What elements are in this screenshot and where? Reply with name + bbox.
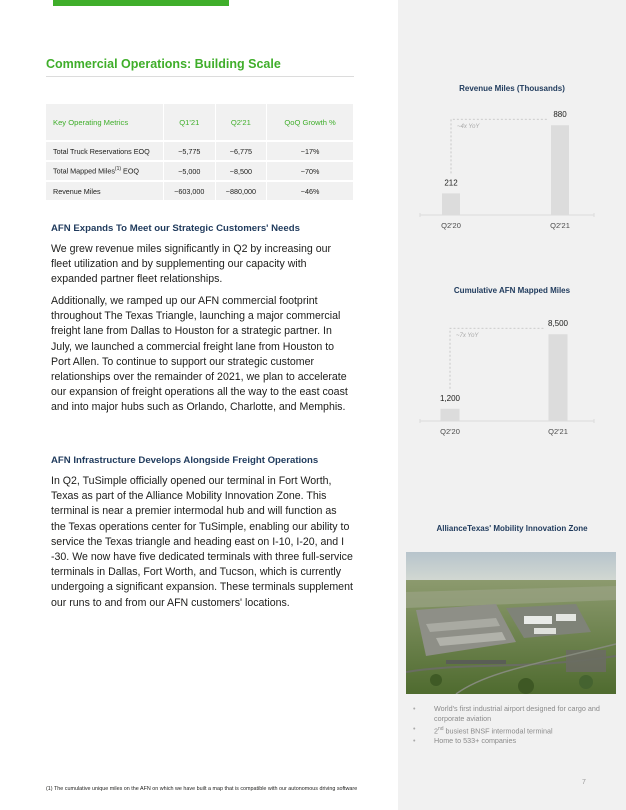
cell-growth: ~17% [267, 140, 354, 160]
aerial-photo-image [406, 552, 616, 694]
growth-annotation: ~7x YoY [456, 333, 479, 340]
table-row [46, 140, 354, 160]
revenue-miles-chart [398, 100, 626, 240]
paragraph: We grew revenue miles significantly in Q2 by increasing our fleet utilization and by supplementing our capacity with expanded partner fleet relationships. [51, 243, 332, 286]
header-growth: QoQ Growth % [267, 104, 354, 140]
category-label-q2-21: Q2'21 [548, 427, 568, 436]
title-divider [46, 76, 354, 77]
cell-q1: ~5,000 [164, 160, 216, 180]
cell-metric: Total Truck Reservations EOQ [46, 140, 164, 160]
header-q1: Q1'21 [164, 104, 216, 140]
header-q2: Q2'21 [216, 104, 268, 140]
list-item: • Home to 533+ companies [413, 736, 613, 746]
cell-growth: ~46% [267, 180, 354, 200]
bar-q2-20 [441, 409, 460, 421]
bar-q2-20 [442, 193, 460, 215]
page-title: Commercial Operations: Building Scale [46, 57, 281, 71]
chart-title-revenue-miles: Revenue Miles (Thousands) [459, 84, 565, 93]
cell-q1: ~5,775 [164, 140, 216, 160]
chart-title-mapped-miles: Cumulative AFN Mapped Miles [453, 286, 571, 295]
photo-title: AllianceTexas' Mobility Innovation Zone [436, 524, 588, 533]
cell-q2: ~6,775 [216, 140, 268, 160]
photo-bullet-list [413, 704, 613, 746]
data-label-q2-21: 8,500 [547, 319, 569, 329]
page-number: 7 [582, 779, 586, 786]
mapped-miles-chart [398, 304, 626, 444]
section-heading-afn-expands: AFN Expands To Meet our Strategic Customers' Needs [51, 223, 300, 234]
paragraph: Additionally, we ramped up our AFN commercial footprint throughout The Texas Triangle, launching a major commercial freight lane from Dallas to Houston for a strategic partner. In July, we launched a commercial freight lane from Houston to Port Allen. To continue to support our strategic customer relationships over the remainder of 2021, we plan to accelerate our expansion of freight operations all the way to the east coast and into major hubs such as Orlando, Charlotte, and Memphis. [51, 295, 348, 414]
cell-q2: ~880,000 [216, 180, 268, 200]
aerial-photo [406, 552, 616, 694]
key-operating-metrics-table [46, 104, 354, 200]
category-label-q2-20: Q2'20 [441, 221, 461, 230]
section-heading-afn-infrastructure: AFN Infrastructure Develops Alongside Freight Operations [51, 455, 319, 466]
bar-q2-21 [551, 125, 569, 215]
category-label-q2-20: Q2'20 [440, 427, 460, 436]
cell-metric: Total Mapped Miles$^{(1)}$ EOQ [46, 160, 164, 180]
data-label-q2-20: 1,200 [439, 393, 461, 403]
table-row [46, 160, 354, 180]
footnote: (1) The cumulative unique miles on the AFN on which we have built a map that is compatible with our autonomous driving software [46, 786, 358, 792]
top-accent-bar [53, 0, 229, 6]
paragraph: In Q2, TuSimple officially opened our terminal in Fort Worth, Texas as part of the Alliance Mobility Innovation Zone. This terminal is near a premier intermodal hub and will function as the Texas operations center for TuSimple, enabling our ability to service the Texas triangle and heading east on I-10, I-20, and I -30. We now have five dedicated terminals with three full-service terminals in Dallas, Fort Worth, and Tucson, which is currently undergoing a significant expansion. These terminals supplement our runs to and from our AFN customers' locations. [51, 475, 353, 609]
bar-q2-21 [549, 334, 568, 421]
growth-annotation: ~4x YoY [457, 124, 480, 131]
category-label-q2-21: Q2'21 [550, 221, 570, 230]
cell-metric: Revenue Miles [46, 180, 164, 200]
table-row [46, 180, 354, 200]
list-item: • 2nd busiest BNSF intermodal terminal [413, 724, 613, 736]
cell-q1: ~603,000 [164, 180, 216, 200]
list-item: • World's first industrial airport designed for cargo and corporate aviation [413, 704, 613, 724]
footnote-marker: (1) [114, 166, 122, 173]
cell-q2: ~8,500 [216, 160, 268, 180]
header-metric: Key Operating Metrics [46, 104, 164, 140]
data-label-q2-21: 880 [553, 110, 567, 120]
table-header-row [46, 104, 354, 140]
data-label-q2-20: 212 [444, 178, 458, 188]
cell-growth: ~70% [267, 160, 354, 180]
